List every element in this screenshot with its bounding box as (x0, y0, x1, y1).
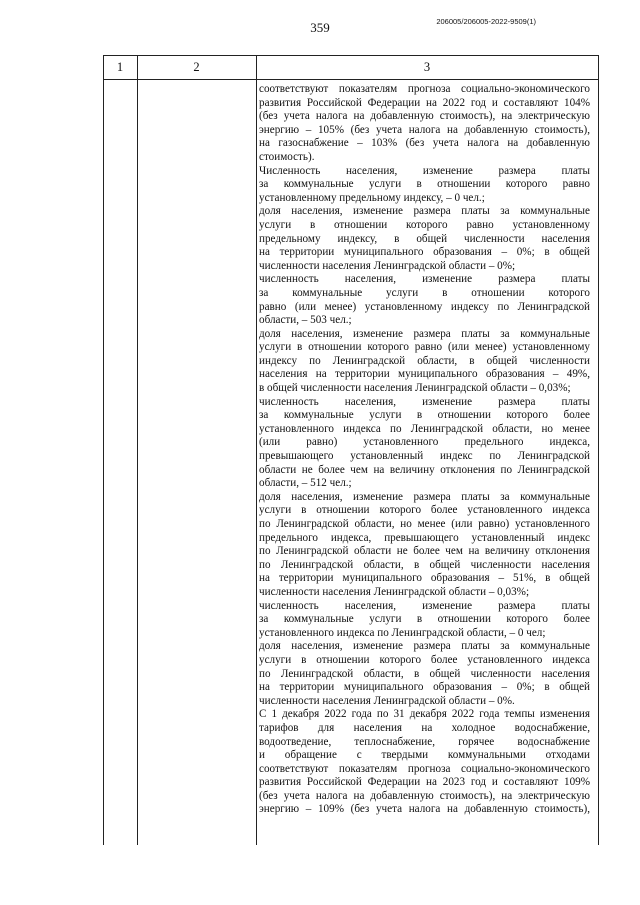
text-line: предельного индекса, превышающего установленный индекс (259, 531, 590, 544)
cell-text-column-3 (259, 83, 590, 843)
text-line: энергию – 105% (без учета налога на добавленную стоимость), (259, 123, 590, 136)
text-line: услуги в отношении которого равно установленному (259, 218, 590, 231)
column-divider-2 (256, 55, 257, 845)
text-line: соответствуют показателям прогноза социально-экономического (259, 83, 590, 95)
text-line: за коммунальные услуги в отношении которого более (259, 613, 590, 626)
column-divider-1 (137, 55, 138, 845)
text-line: предельному индексу, в общей численности населения (259, 232, 590, 245)
text-line: численность населения, изменение размера платы (259, 273, 590, 286)
text-line: на территории муниципального образования – 51%, в общей (259, 572, 590, 585)
text-line: за коммунальные услуги в отношении которого равно (259, 178, 590, 191)
table-border-right (598, 55, 599, 845)
text-line: установленного индекса по Ленинградской области, – 0 чел; (259, 626, 546, 639)
text-line: по Ленинградской области не более чем на величину отклонения (259, 545, 590, 558)
text-line: превышающего установленный индекс по Ленинградской (259, 450, 590, 463)
text-line: в общей численности населения Ленинградской области – 0,03%; (259, 382, 571, 395)
text-line: области не более чем на величину отклонения по Ленинградской (259, 463, 590, 476)
text-line: индексу по Ленинградской области, в общей численности (259, 354, 590, 367)
text-line: установленного индекса по Ленинградской области, но менее (259, 422, 590, 435)
text-line: численности населения Ленинградской области – 0,03%; (259, 585, 530, 598)
text-line: на территории муниципального образования – 0%; в общей (259, 681, 590, 694)
text-line: водоотведение, теплоснабжение, горячее водоснабжение (259, 735, 590, 748)
text-line: на газоснабжение – 103% (без учета налога на добавленную (259, 137, 590, 150)
column-header-1: 1 (116, 60, 124, 74)
text-line: по Ленинградской области, в общей численности населения (259, 667, 590, 680)
page-number: 359 (310, 20, 330, 35)
text-line: услуги в отношении которого равно (или менее) установленному (259, 341, 590, 354)
text-line: (без учета налога на добавленную стоимость), на электрическую (259, 110, 590, 123)
table-border-top (103, 55, 599, 56)
text-line: услуги в отношении которого более установленного индекса (259, 504, 590, 517)
text-line: численности населения Ленинградской области – 0%; (259, 259, 516, 272)
text-line: стоимость). (259, 150, 315, 163)
text-line: развития Российской Федерации на 2023 год и составляют 109% (259, 776, 590, 789)
text-line: (без учета налога на добавленную стоимость), на электрическую (259, 789, 590, 802)
table-header-divider (103, 79, 599, 80)
text-line: за коммунальные услуги в отношении которого (259, 286, 590, 299)
text-line: доля населения, изменение размера платы за коммунальные (259, 640, 590, 653)
text-line: и обращение с твердыми коммунальными отходами (259, 749, 590, 762)
text-line: доля населения, изменение размера платы за коммунальные (259, 205, 590, 218)
column-header-2: 2 (193, 60, 200, 74)
text-line: равно (или менее) установленному индексу по Ленинградской (259, 300, 590, 313)
text-line: по Ленинградской области, в общей численности населения (259, 558, 590, 571)
text-line: за коммунальные услуги в отношении которого более (259, 409, 590, 422)
text-line: области, – 512 чел.; (259, 477, 352, 490)
text-line: установленному предельному индексу, – 0 чел.; (259, 191, 485, 204)
text-line: Численность населения, изменение размера платы (259, 164, 590, 177)
text-line: доля населения, изменение размера платы за коммунальные (259, 490, 590, 503)
table-border-left (103, 55, 104, 845)
text-line: соответствуют показателям прогноза социально-экономического (259, 762, 590, 775)
document-code: 206005/206005-2022-9509(1) (436, 17, 536, 26)
text-line: области, – 503 чел.; (259, 314, 352, 327)
text-line: по Ленинградской области, но менее (или равно) установленного (259, 518, 590, 530)
text-line: численности населения Ленинградской области – 0%. (259, 694, 515, 707)
text-line: численность населения, изменение размера платы (259, 599, 590, 612)
text-line: тарифов для населения на холодное водоснабжение, (259, 721, 590, 734)
text-line: на территории муниципального образования – 0%; в общей (259, 246, 590, 259)
text-line: услуги в отношении которого более установленного индекса (259, 653, 590, 666)
text-line: энергию – 109% (без учета налога на добавленную стоимость), (259, 803, 590, 816)
text-line: доля населения, изменение размера платы за коммунальные (259, 327, 590, 340)
column-header-3: 3 (423, 60, 431, 74)
text-line: С 1 декабря 2022 года по 31 декабря 2022 года темпы изменения (259, 708, 590, 721)
text-line: (или равно) установленного предельного индекса, (259, 436, 590, 449)
text-line: населения на территории муниципального образования – 49%, (259, 368, 590, 381)
text-line: развития Российской Федерации на 2022 год и составляют 104% (259, 96, 590, 109)
text-line: численность населения, изменение размера платы (259, 395, 590, 408)
